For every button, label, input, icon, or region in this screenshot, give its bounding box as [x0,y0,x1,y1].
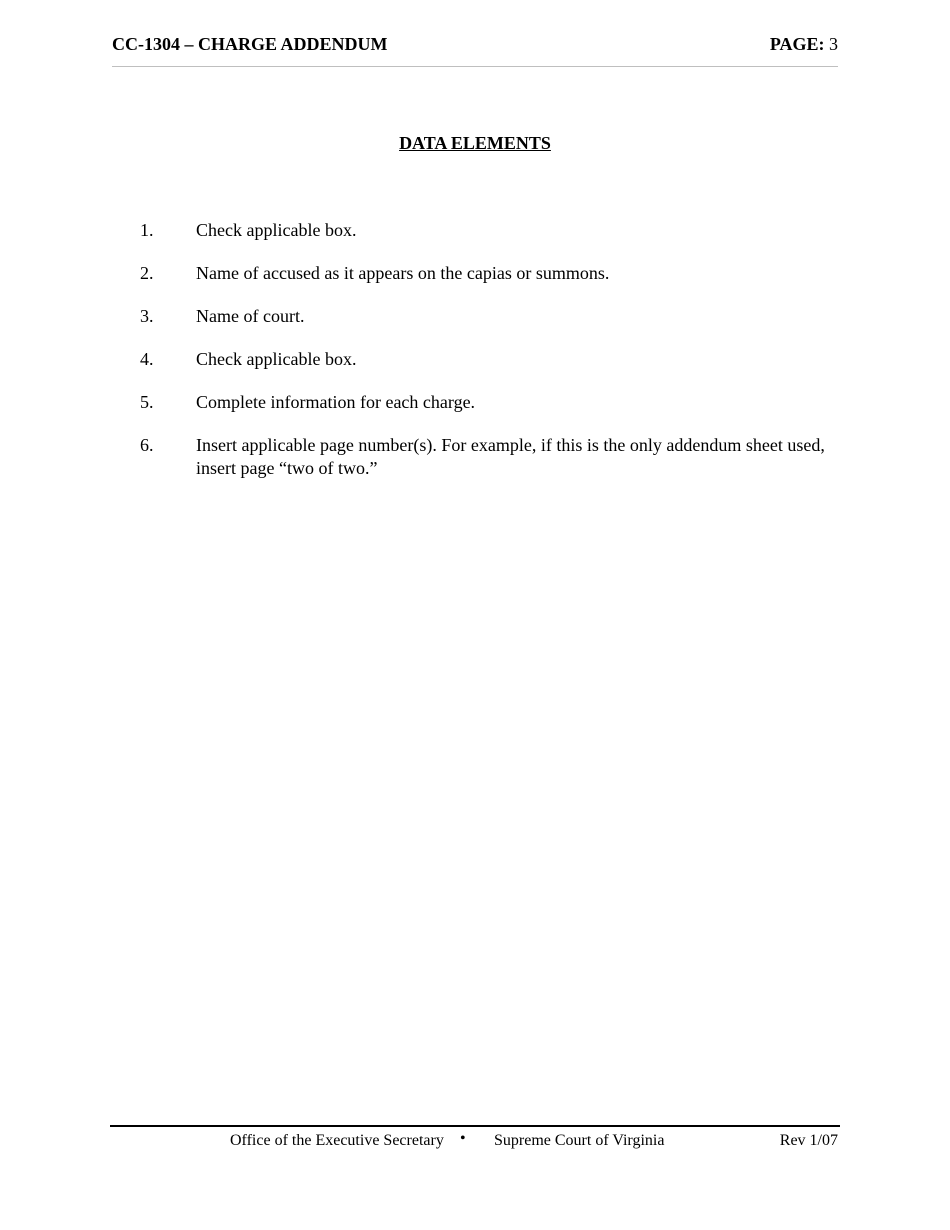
page-label: PAGE: [769,34,825,54]
item-text: Insert applicable page number(s). For example, if this is the only addendum sheet used, insert page “two of two.” [196,435,825,478]
list-item [140,262,830,285]
item-number: 6. [140,435,154,455]
list-item [140,348,830,371]
data-elements-list [140,219,830,500]
item-text: Name of accused as it appears on the capias or summons. [196,263,610,283]
item-text: Name of court. [196,306,305,326]
page-number: 3 [829,34,838,54]
footer-divider [110,1125,840,1127]
header-divider [112,66,838,67]
item-text: Check applicable box. [196,220,357,240]
footer-revision: Rev 1/07 [779,1132,838,1149]
form-title: CC-1304 – CHARGE ADDENDUM [112,34,388,54]
item-number: 1. [140,220,154,240]
list-item [140,305,830,328]
footer-court: Supreme Court of Virginia [494,1132,665,1149]
item-text: Complete information for each charge. [196,392,476,412]
footer-separator-bullet: • [460,1130,466,1147]
item-number: 4. [140,349,154,369]
list-item [140,219,830,242]
section-title: DATA ELEMENTS [399,133,551,153]
list-item [140,391,830,414]
item-number: 5. [140,392,154,412]
item-number: 3. [140,306,154,326]
list-item [140,434,830,480]
footer-office: Office of the Executive Secretary [230,1132,444,1149]
item-number: 2. [140,263,154,283]
page-indicator [770,34,838,55]
item-text: Check applicable box. [196,349,357,369]
